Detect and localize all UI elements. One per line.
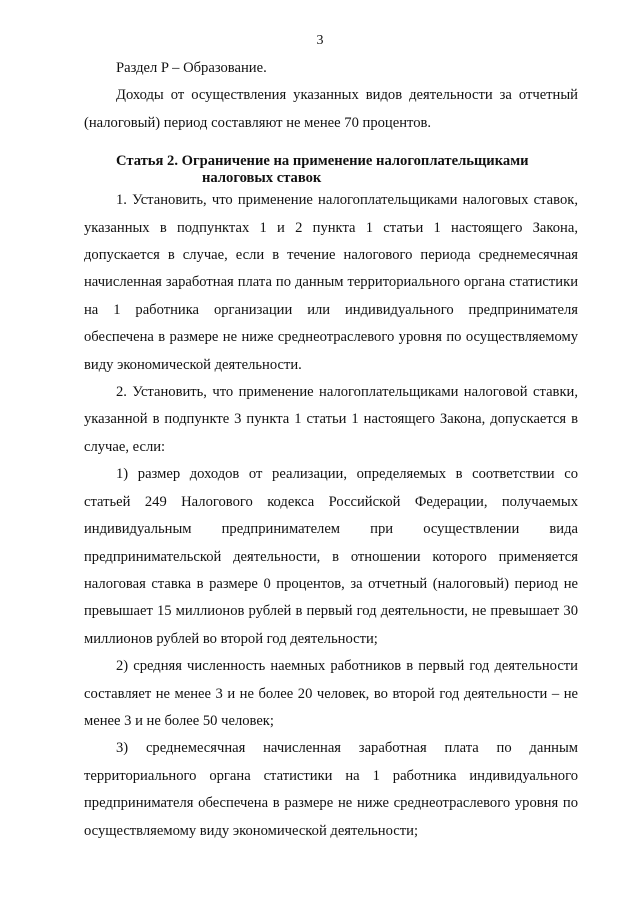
- article-heading: [84, 153, 578, 187]
- article-heading-line1: Статья 2. Ограничение на применение налогоплательщиками: [116, 153, 529, 170]
- paragraph-subclause-1: 1) размер доходов от реализации, определяемых в соответствии со статьей 249 Налогового кодекса Российской Федерации, получаемых индивидуальным предпринимателем при осуществлении вида предпринимательской деятельности, в отношении которого применяется налоговая ставка в размере 0 процентов, за отчетный (налоговый) период не превышает 15 миллионов рублей в первый год деятельности, не превышает 30 миллионов рублей во второй год деятельности;: [84, 466, 578, 647]
- article-heading-line2: налоговых ставок: [202, 170, 322, 187]
- paragraph-section-p: Раздел P – Образование.: [116, 60, 267, 76]
- document-body: [84, 55, 578, 845]
- paragraph-subclause-3: 3) среднемесячная начисленная заработная плата по данным территориального органа статистики на 1 работника индивидуального предпринимателя обеспечена в размере не ниже среднеотраслевого уровня по осуществляемому виду экономической деятельности;: [84, 740, 578, 839]
- paragraph-clause-1: 1. Установить, что применение налогоплательщиками налоговых ставок, указанных в подпунктах 1 и 2 пункта 1 статьи 1 настоящего Закона, допускается в случае, если в течение налогового периода среднемесячная начисленная заработная плата по данным территориального органа статистики на 1 работника организации или индивидуального предпринимателя обеспечена в размере не ниже среднеотраслевого уровня по осуществляемому виду экономической деятельности.: [84, 192, 578, 373]
- paragraph-subclause-2: 2) средняя численность наемных работников в первый год деятельности составляет не менее 3 и не более 20 человек, во второй год деятельности – не менее 3 и не более 50 человек;: [84, 658, 578, 729]
- paragraph-clause-2: 2. Установить, что применение налогоплательщиками налоговой ставки, указанной в подпункте 3 пункта 1 статьи 1 настоящего Закона, допускается в случае, если:: [84, 384, 578, 455]
- page-number: 3: [316, 33, 324, 48]
- paragraph-income-share: Доходы от осуществления указанных видов деятельности за отчетный (налоговый) период составляют не менее 70 процентов.: [84, 87, 578, 131]
